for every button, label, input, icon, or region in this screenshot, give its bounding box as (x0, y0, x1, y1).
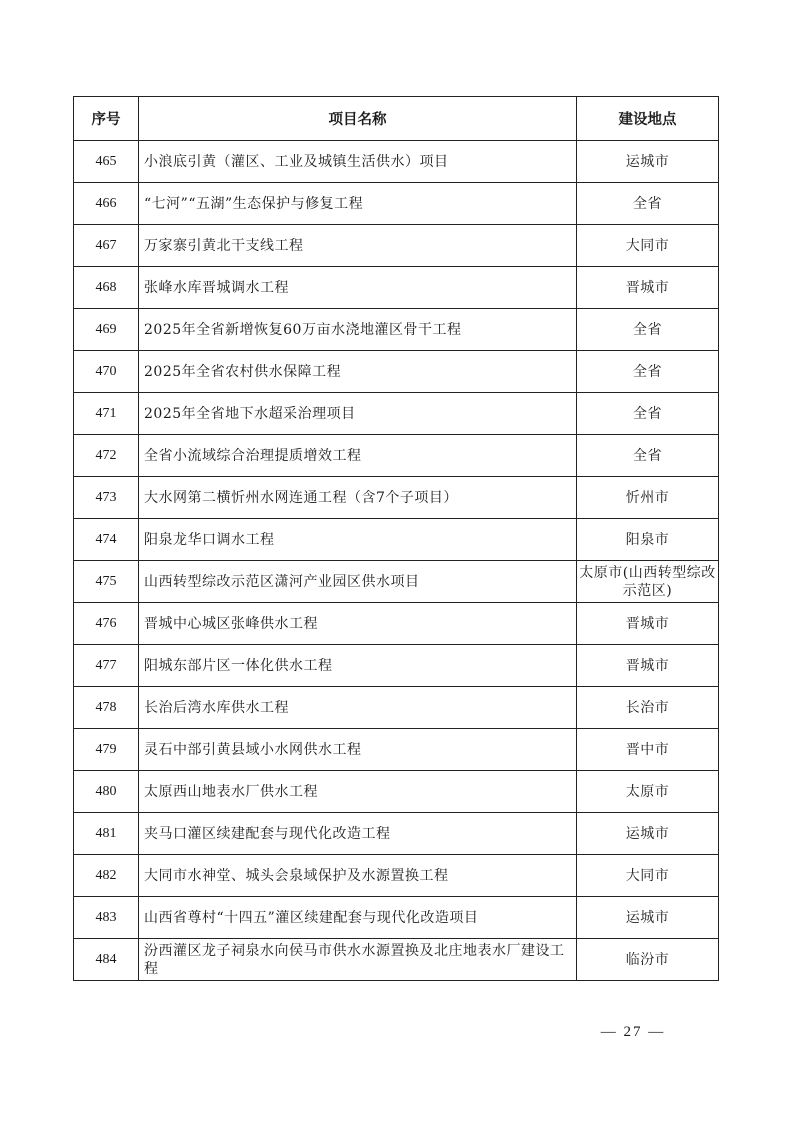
build-location: 运城市 (577, 141, 719, 183)
build-location: 全省 (577, 183, 719, 225)
project-name: 大水网第二横忻州水网连通工程（含7个子项目） (139, 477, 577, 519)
project-name: 晋城中心城区张峰供水工程 (139, 603, 577, 645)
project-name: 阳城东部片区一体化供水工程 (139, 645, 577, 687)
build-location: 运城市 (577, 897, 719, 939)
table-row (74, 477, 719, 519)
build-location: 长治市 (577, 687, 719, 729)
project-name: 山西省尊村“十四五”灌区续建配套与现代化改造项目 (139, 897, 577, 939)
project-name: 灵石中部引黄县域小水网供水工程 (139, 729, 577, 771)
row-number: 465 (74, 141, 139, 183)
build-location: 晋城市 (577, 603, 719, 645)
table-row (74, 309, 719, 351)
project-name: 张峰水库晋城调水工程 (139, 267, 577, 309)
row-number: 478 (74, 687, 139, 729)
project-name: 大同市水神堂、城头会泉域保护及水源置换工程 (139, 855, 577, 897)
table-row (74, 393, 719, 435)
project-name: 小浪底引黄（灌区、工业及城镇生活供水）项目 (139, 141, 577, 183)
build-location: 运城市 (577, 813, 719, 855)
row-number: 484 (74, 939, 139, 981)
build-location: 晋城市 (577, 267, 719, 309)
header-location: 建设地点 (577, 97, 719, 141)
row-number: 469 (74, 309, 139, 351)
project-name: 2025年全省地下水超采治理项目 (139, 393, 577, 435)
table-row (74, 645, 719, 687)
table-row (74, 687, 719, 729)
build-location: 太原市 (577, 771, 719, 813)
row-number: 476 (74, 603, 139, 645)
row-number: 475 (74, 561, 139, 603)
build-location: 全省 (577, 435, 719, 477)
header-name: 项目名称 (139, 97, 577, 141)
row-number: 477 (74, 645, 139, 687)
row-number: 473 (74, 477, 139, 519)
build-location: 太原市(山西转型综改示范区) (577, 561, 719, 603)
project-name: 汾西灌区龙子祠泉水向侯马市供水水源置换及北庄地表水厂建设工程 (139, 939, 577, 981)
project-name: 阳泉龙华口调水工程 (139, 519, 577, 561)
project-name: 2025年全省新增恢复60万亩水浇地灌区骨干工程 (139, 309, 577, 351)
table-row (74, 183, 719, 225)
project-name: 万家寨引黄北干支线工程 (139, 225, 577, 267)
row-number: 482 (74, 855, 139, 897)
table-row (74, 813, 719, 855)
row-number: 479 (74, 729, 139, 771)
table-row (74, 267, 719, 309)
build-location: 全省 (577, 309, 719, 351)
table-header-row (74, 97, 719, 141)
row-number: 474 (74, 519, 139, 561)
row-number: 481 (74, 813, 139, 855)
build-location: 晋中市 (577, 729, 719, 771)
row-number: 468 (74, 267, 139, 309)
row-number: 471 (74, 393, 139, 435)
build-location: 晋城市 (577, 645, 719, 687)
table-row (74, 603, 719, 645)
table-row (74, 561, 719, 603)
row-number: 466 (74, 183, 139, 225)
table-row (74, 351, 719, 393)
build-location: 全省 (577, 351, 719, 393)
build-location: 忻州市 (577, 477, 719, 519)
project-name: 全省小流域综合治理提质增效工程 (139, 435, 577, 477)
table-row (74, 225, 719, 267)
project-table (73, 96, 719, 981)
table-row (74, 897, 719, 939)
project-name: 山西转型综改示范区潇河产业园区供水项目 (139, 561, 577, 603)
project-name: 长治后湾水库供水工程 (139, 687, 577, 729)
row-number: 470 (74, 351, 139, 393)
project-name: “七河”“五湖”生态保护与修复工程 (139, 183, 577, 225)
build-location: 大同市 (577, 225, 719, 267)
build-location: 大同市 (577, 855, 719, 897)
row-number: 480 (74, 771, 139, 813)
project-name: 2025年全省农村供水保障工程 (139, 351, 577, 393)
build-location: 阳泉市 (577, 519, 719, 561)
table-row (74, 855, 719, 897)
row-number: 483 (74, 897, 139, 939)
row-number: 467 (74, 225, 139, 267)
table-row (74, 519, 719, 561)
build-location: 全省 (577, 393, 719, 435)
header-num: 序号 (74, 97, 139, 141)
project-name: 夹马口灌区续建配套与现代化改造工程 (139, 813, 577, 855)
table-row (74, 141, 719, 183)
page-number: — 27 — (600, 1024, 666, 1040)
table-row (74, 771, 719, 813)
table-row (74, 729, 719, 771)
build-location: 临汾市 (577, 939, 719, 981)
project-name: 太原西山地表水厂供水工程 (139, 771, 577, 813)
table-row (74, 939, 719, 981)
table-row (74, 435, 719, 477)
row-number: 472 (74, 435, 139, 477)
